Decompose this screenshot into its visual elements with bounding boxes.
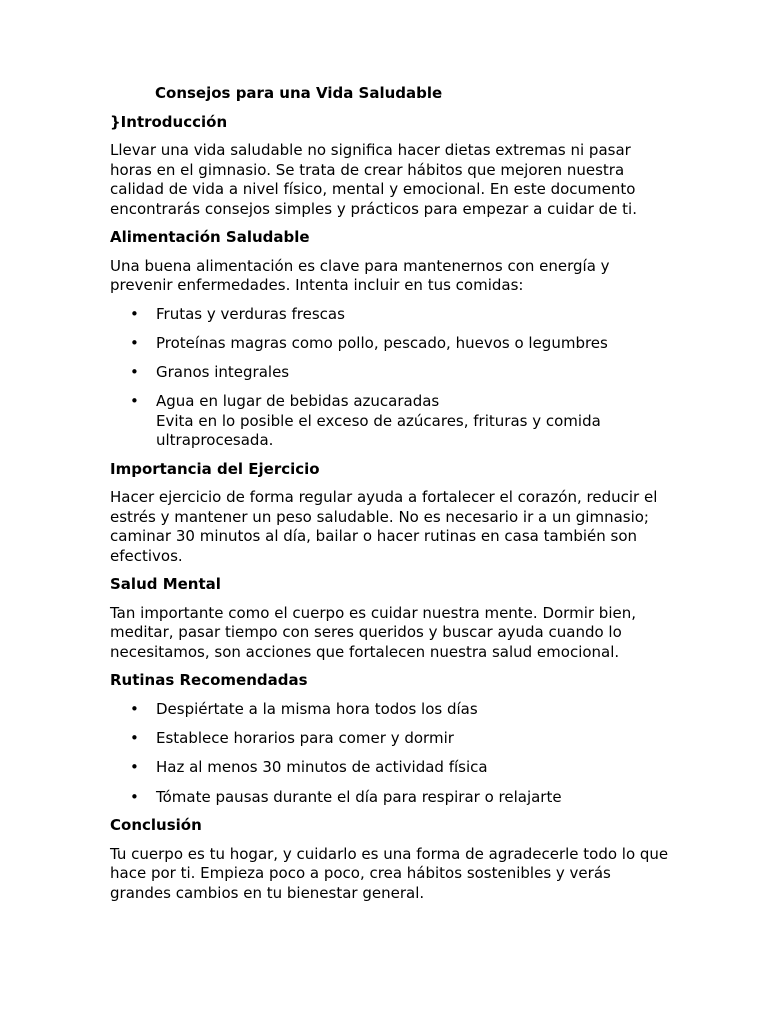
ejercicio-paragraph: Hacer ejercicio de forma regular ayuda a fortalecer el corazón, reducir el estrés y mantener un peso saludable. No es necesario ir a un gimnasio; caminar 30 minutos al día, bailar o hacer rutinas en casa también son efectivos. [110, 488, 658, 565]
list-item [110, 334, 670, 354]
bullet-icon: • [130, 729, 139, 748]
alimentacion-list [110, 305, 670, 451]
document-title: Consejos para una Vida Saludable [155, 84, 443, 102]
intro-paragraph: Llevar una vida saludable no significa hacer dietas extremas ni pasar horas en el gimnasio. Se trata de crear hábitos que mejoren nuestra calidad de vida a nivel físico, mental y emocional. En este documento encontrarás consejos simples y prácticos para empezar a cuidar de ti. [110, 141, 637, 218]
list-item-text: Agua en lugar de bebidas azucaradas [156, 392, 440, 411]
bullet-icon: • [130, 392, 139, 411]
bullet-icon: • [130, 363, 139, 382]
bullet-icon: • [130, 758, 139, 777]
list-item [110, 758, 670, 778]
alimentacion-paragraph: Una buena alimentación es clave para mantenernos con energía y prevenir enfermedades. Intenta incluir en tus comidas: [110, 256, 610, 294]
list-item [110, 700, 670, 720]
list-item-text: Proteínas magras como pollo, pescado, huevos o legumbres [156, 333, 608, 352]
section-heading-alimentacion: Alimentación Saludable [110, 228, 310, 246]
list-item-text: Tómate pausas durante el día para respirar o relajarte [156, 787, 562, 806]
rutinas-list [110, 700, 670, 807]
bullet-icon: • [130, 333, 139, 352]
section-heading-rutinas: Rutinas Recomendadas [110, 671, 308, 690]
list-item [110, 788, 670, 808]
bullet-icon: • [130, 304, 139, 323]
alimentacion-note: Evita en lo posible el exceso de azúcares, frituras y comida ultraprocesada. [156, 411, 601, 450]
list-item-text: Establece horarios para comer y dormir [156, 729, 454, 748]
salud-mental-paragraph: Tan importante como el cuerpo es cuidar nuestra mente. Dormir bien, meditar, pasar tiempo con seres queridos y buscar ayuda cuando lo necesitamos, son acciones que fortalecen nuestra salud emocional. [110, 603, 636, 661]
document-page [110, 84, 670, 912]
section-heading-salud-mental: Salud Mental [110, 575, 221, 594]
section-heading-introduccion: }Introducción [110, 112, 228, 131]
list-item-text: Haz al menos 30 minutos de actividad física [156, 758, 488, 777]
list-item-text: Frutas y verduras frescas [156, 304, 345, 323]
section-heading-ejercicio: Importancia del Ejercicio [110, 459, 320, 478]
list-item [110, 305, 670, 325]
list-item [110, 729, 670, 749]
list-item-text: Despiértate a la misma hora todos los días [156, 699, 478, 718]
list-item [110, 363, 670, 383]
bullet-icon: • [130, 699, 139, 718]
bullet-icon: • [130, 787, 139, 806]
list-item [110, 392, 670, 451]
section-heading-conclusion: Conclusión [110, 816, 202, 835]
conclusion-paragraph: Tu cuerpo es tu hogar, y cuidarlo es una forma de agradecerle todo lo que hace por ti. Empieza poco a poco, crea hábitos sostenibles y verás grandes cambios en tu bienestar general. [110, 844, 669, 902]
list-item-text: Granos integrales [156, 363, 290, 382]
